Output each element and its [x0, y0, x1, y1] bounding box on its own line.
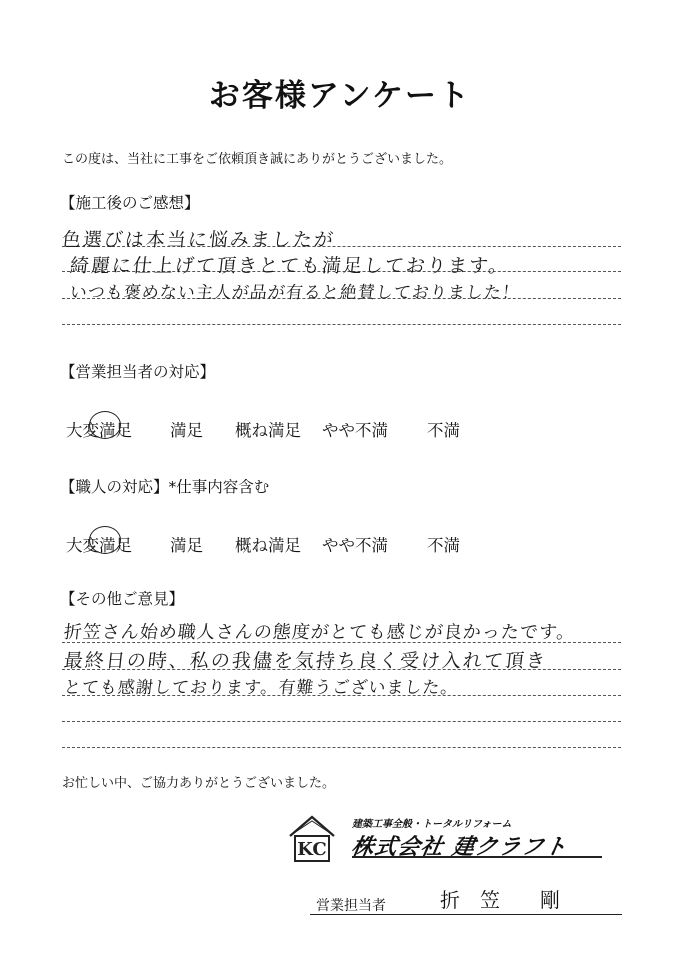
answer-line [62, 324, 621, 325]
answer-line [62, 747, 621, 748]
other-opinions-heading: 【その他ご意見】 [60, 590, 185, 608]
company-name-underline [352, 856, 602, 858]
impressions-heading: 【施工後のご感想】 [60, 194, 200, 212]
selection-circle [89, 526, 121, 554]
intro-text: この度は、当社に工事をご依頼頂き誠にありがとうございました。 [62, 152, 453, 167]
company-name: 株式会社 建クラフト [349, 835, 570, 860]
other-opinions-line-3: とても感謝しております。有難うございました。 [62, 678, 460, 698]
craftsman-option-satisfied: 満足 [170, 536, 203, 555]
impressions-line-2: 綺麗に仕上げて頂きとても満足しております。 [68, 255, 511, 277]
selection-circle [89, 411, 121, 439]
svg-text:KC: KC [297, 839, 327, 860]
sales-option-very-satisfied: 大変満足 [66, 421, 132, 440]
craftsman-response-heading: 【職人の対応】*仕事内容含む [60, 478, 270, 496]
sales-option-mostly-satisfied: 概ね満足 [235, 421, 301, 440]
closing-text: お忙しい中、ご協力ありがとうございました。 [62, 776, 336, 791]
sales-option-somewhat-dissatisfied: やや不満 [322, 421, 388, 440]
page-title: お客様アンケート [208, 78, 472, 114]
sales-option-satisfied: 満足 [170, 421, 203, 440]
craftsman-option-dissatisfied: 不満 [427, 536, 460, 555]
sales-rep-name: 折 笠 剛 [440, 888, 560, 912]
craftsman-option-somewhat-dissatisfied: やや不満 [322, 536, 388, 555]
impressions-line-3: いつも褒めない主人が品が有ると絶賛しておりました！ [68, 283, 521, 303]
sales-option-dissatisfied: 不満 [427, 421, 460, 440]
sales-response-heading: 【営業担当者の対応】 [60, 363, 216, 381]
craftsman-option-very-satisfied: 大変満足 [66, 536, 132, 555]
sales-rep-label: 営業担当者 [316, 898, 386, 914]
craftsman-option-mostly-satisfied: 概ね満足 [235, 536, 301, 555]
company-tagline: 建築工事全般・トータルリフォーム [352, 819, 512, 830]
other-opinions-line-2: 最終日の時、私の我儘を気持ち良く受け入れて頂き [62, 650, 549, 672]
answer-line [62, 721, 621, 722]
signature-line [310, 914, 622, 915]
company-logo [286, 812, 338, 864]
other-opinions-line-1: 折笠さん始め職人さんの態度がとても感じが良かったです。 [62, 622, 577, 643]
impressions-line-1: 色選びは本当に悩みましたが [60, 229, 337, 251]
house-logo-icon [286, 812, 338, 864]
